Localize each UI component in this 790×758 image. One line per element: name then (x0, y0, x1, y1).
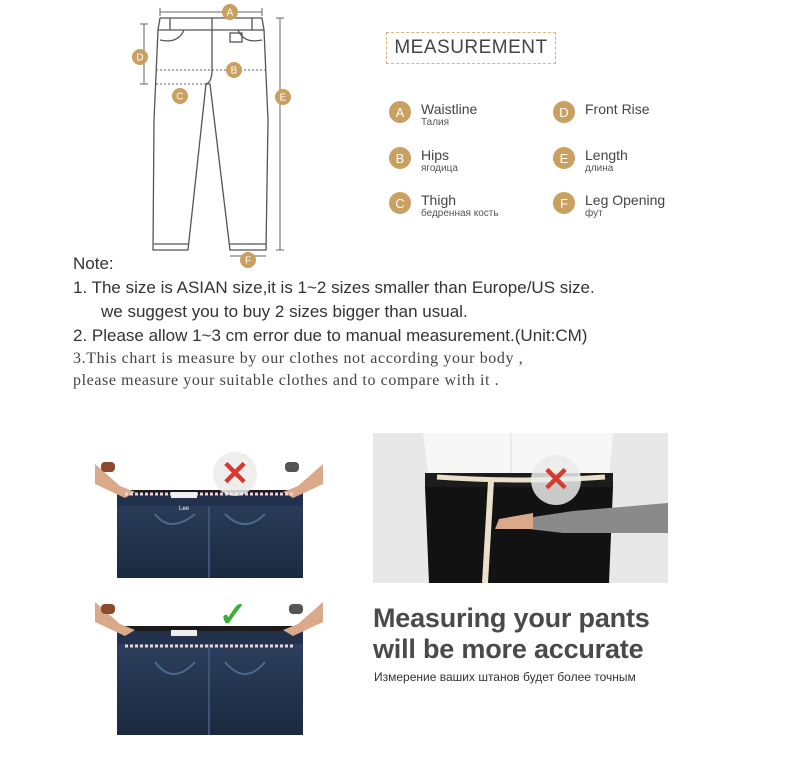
note-line-3: 2. Please allow 1~3 cm error due to manual measurement.(Unit:CM) (73, 326, 588, 345)
legend-label-en: Leg Opening (585, 192, 666, 208)
legend-label-ru: Талия (421, 117, 450, 128)
legend-text (585, 147, 628, 175)
legend-item-thigh (389, 192, 499, 220)
legend-text (421, 101, 477, 129)
legend-label-ru: ягодица (421, 163, 458, 174)
legend-badge: B (389, 147, 411, 169)
diagram-badge-f (240, 252, 256, 268)
legend-label-en: Waistline (421, 101, 478, 117)
wrong-x-icon: ✕ (531, 455, 581, 505)
legend-item-leg-opening (553, 192, 665, 220)
note-heading: Note: (73, 254, 114, 273)
diagram-badge-c (172, 88, 188, 104)
diagram-label-f: F (244, 255, 252, 267)
diagram-label-b: B (230, 65, 238, 77)
legend-label-en: Thigh (421, 192, 457, 208)
diagram-label-a: A (226, 7, 234, 19)
legend-badge: E (553, 147, 575, 169)
wrong-x-icon: ✕ (213, 452, 257, 496)
brand-label: Lee (178, 506, 190, 512)
headline-line-1: Measuring your pants (373, 603, 650, 633)
note-line-5: please measure your suitable clothes and to compare with it . (73, 372, 500, 389)
headline-russian: Измерение ваших штанов будет более точным (374, 670, 636, 684)
legend-label-ru: длина (585, 163, 614, 174)
measurement-title: MEASUREMENT (386, 32, 556, 64)
diagram-label-d: D (136, 52, 144, 64)
note-line-4: 3.This chart is measure by our clothes not according your body , (73, 350, 524, 367)
legend-text (585, 101, 650, 117)
legend-label-ru: бедренная кость (421, 208, 499, 219)
diagram-label-c: C (176, 91, 184, 103)
legend-item-length (553, 147, 628, 175)
legend-item-hips (389, 147, 458, 175)
legend-label-ru: фут (585, 208, 603, 219)
legend-badge: F (553, 192, 575, 214)
legend-badge: A (389, 101, 411, 123)
legend-label-en: Hips (421, 147, 450, 163)
diagram-badge-b (226, 62, 242, 78)
legend-label-en: Length (585, 147, 628, 163)
photo-wrong-measurement-jeans (95, 434, 323, 578)
diagram-label-e: E (279, 92, 287, 104)
diagram-badge-a (222, 4, 238, 20)
legend-item-front-rise (553, 101, 650, 123)
note-line-1: 1. The size is ASIAN size,it is 1~2 sizes smaller than Europe/US size. (73, 278, 595, 297)
legend-text (585, 192, 665, 220)
note-line-2: we suggest you to buy 2 sizes bigger than usual. (101, 302, 468, 321)
correct-check-icon: ✓ (218, 596, 248, 634)
legend-badge: D (553, 101, 575, 123)
headline-line-2: will be more accurate (373, 634, 644, 664)
legend-label-en: Front Rise (585, 101, 650, 117)
diagram-badge-d (132, 49, 148, 65)
photo-wrong-measurement-body (373, 433, 668, 583)
legend-text (421, 147, 458, 175)
jeans-illustration (95, 434, 323, 578)
legend-item-waistline (389, 101, 477, 129)
photo-right-measurement-jeans (95, 590, 323, 735)
diagram-badge-e (275, 89, 291, 105)
jeans-illustration (95, 590, 323, 735)
legend-text (421, 192, 499, 220)
body-illustration (373, 433, 668, 583)
legend-badge: C (389, 192, 411, 214)
pants-diagram (120, 0, 310, 270)
